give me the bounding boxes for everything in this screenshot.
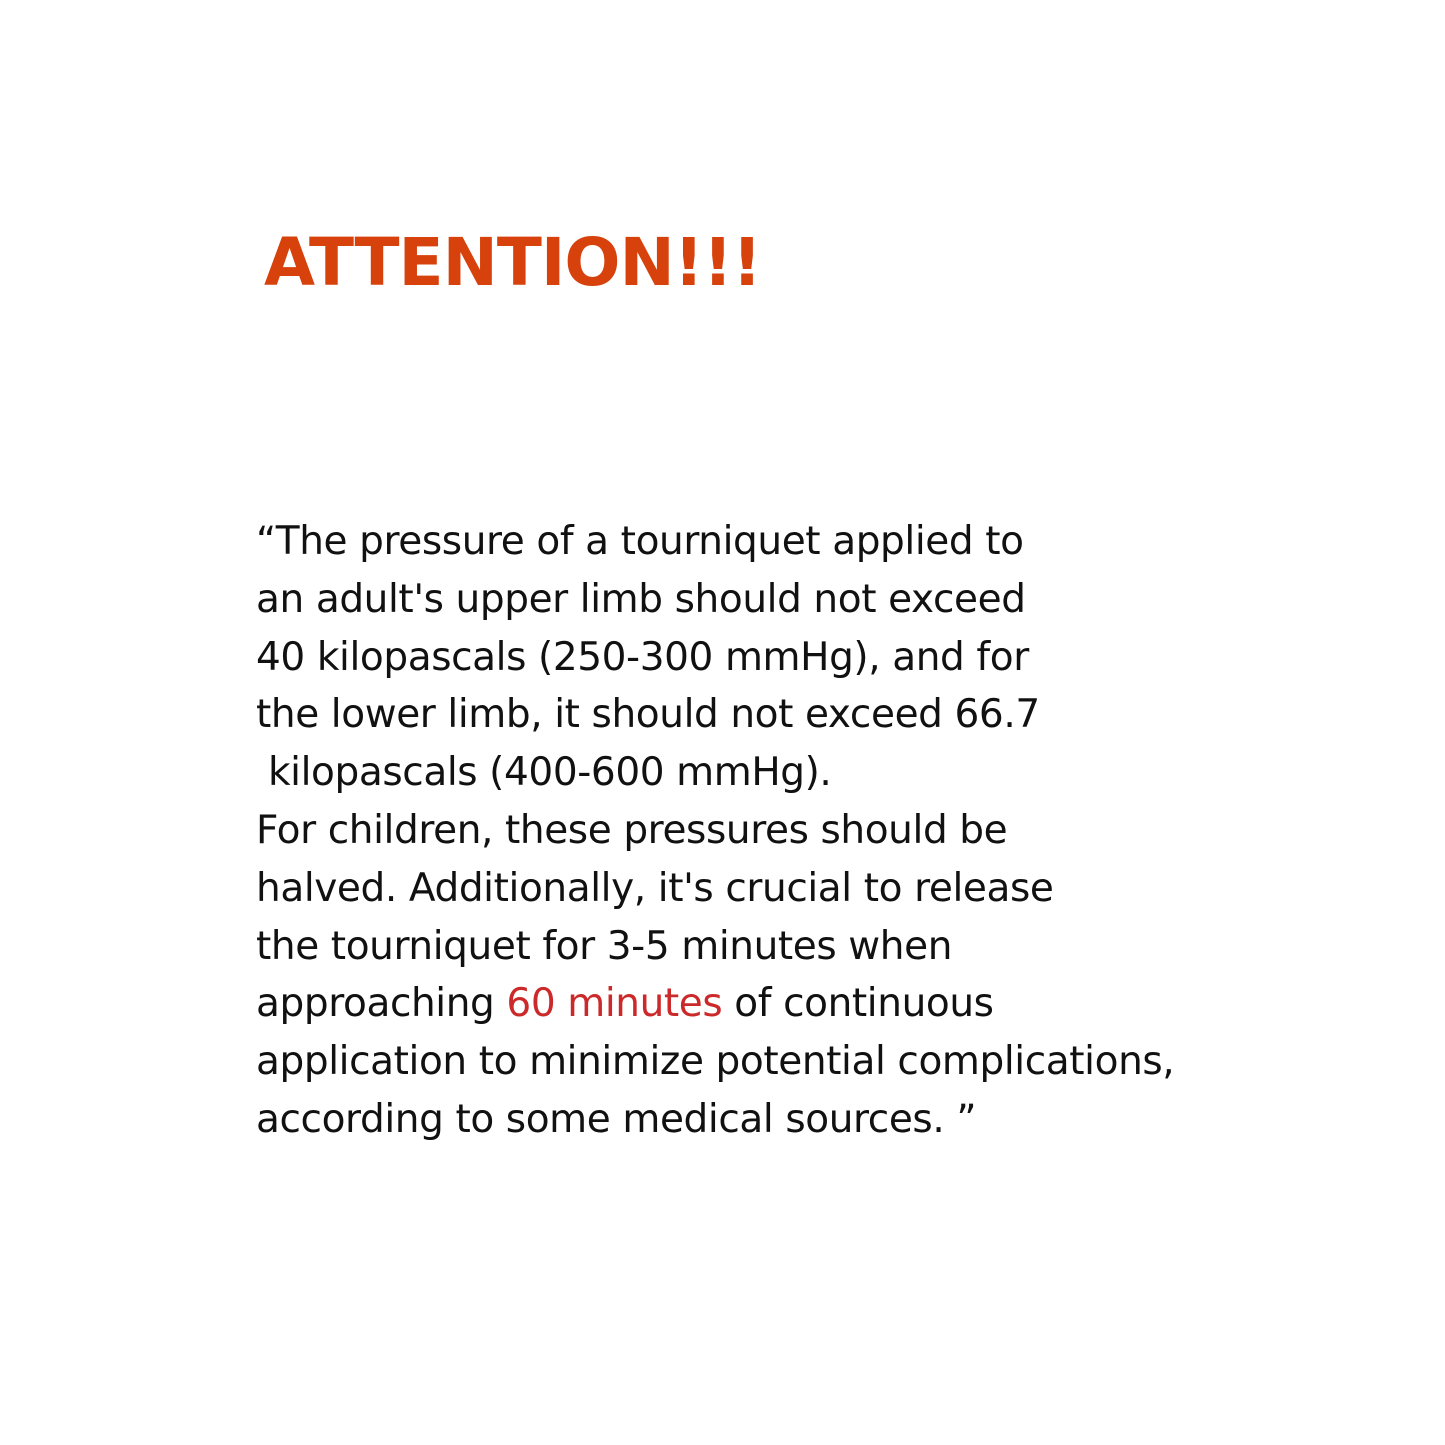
- attention-heading: ATTENTION!!!: [264, 224, 762, 301]
- quote-line: the lower limb, it should not exceed 66.7: [256, 692, 1040, 738]
- quote-line: halved. Additionally, it's crucial to release: [256, 865, 1054, 911]
- sixty-minutes-highlight: 60 minutes: [506, 981, 723, 1027]
- tourniquet-quote: [256, 513, 1376, 1149]
- quote-line: the tourniquet for 3-5 minutes when: [256, 923, 953, 969]
- quote-line-with-highlight: [256, 975, 1376, 1033]
- quote-line: 40 kilopascals (250-300 mmHg), and for: [256, 634, 1029, 680]
- quote-line: kilopascals (400-600 mmHg).: [256, 750, 832, 796]
- quote-text-before-highlight: approaching: [256, 981, 507, 1027]
- quote-line: an adult's upper limb should not exceed: [256, 576, 1026, 622]
- quote-text-after-highlight: of continuous: [722, 981, 994, 1027]
- quote-line: “The pressure of a tourniquet applied to: [256, 519, 1024, 564]
- quote-line: For children, these pressures should be: [256, 807, 1008, 853]
- quote-line: application to minimize potential complications,: [256, 1039, 1175, 1085]
- quote-line: according to some medical sources. ”: [256, 1096, 977, 1142]
